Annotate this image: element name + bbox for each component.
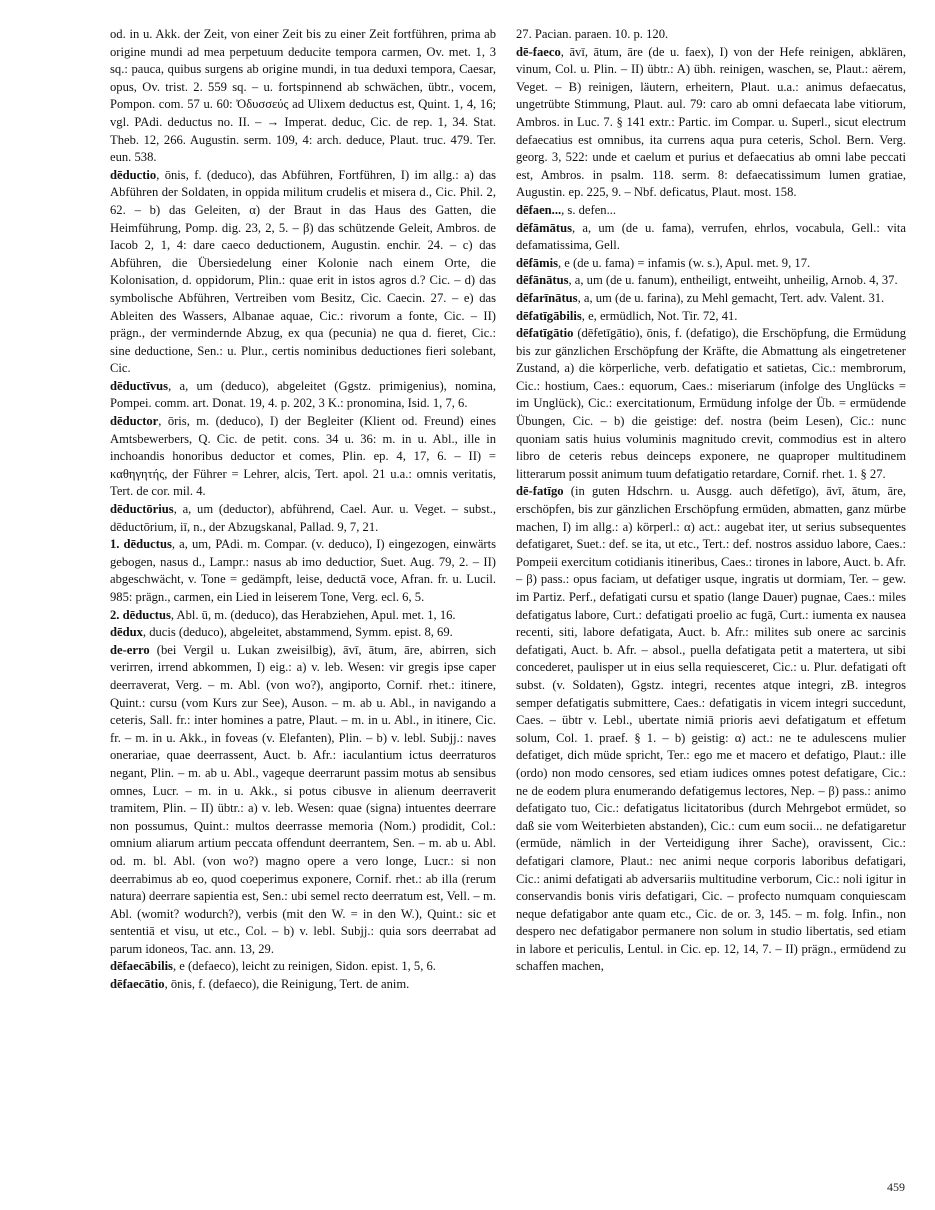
entry-headword: dēfarīnātus: [516, 290, 578, 305]
entry-headword: dēductor: [110, 414, 159, 429]
dictionary-entry: [110, 624, 496, 642]
entry-headword: dēfatīgābilis: [516, 308, 582, 323]
dictionary-entry: [516, 26, 906, 44]
dictionary-entry: [516, 483, 906, 976]
entry-text: , s. defen...: [561, 202, 617, 217]
entry-headword: dēfaecābilis: [110, 959, 173, 974]
entry-text: , a, um (de u. fama), verrufen, ehrlos, vocabula, Gell.: vita defamatissima, Gell.: [516, 220, 906, 253]
entry-text: , ōnis, f. (defaeco), die Reinigung, Tert. de anim.: [164, 977, 410, 992]
entry-headword: dēfaen...: [516, 202, 562, 217]
entry-headword: 1. dēductus: [110, 537, 172, 552]
entry-headword: dēductōrius: [110, 502, 174, 517]
entry-text: , ducis (deduco), abgeleitet, abstammend, Symm. epist. 8, 69.: [142, 625, 453, 640]
dictionary-entry: [516, 202, 906, 220]
dictionary-entry: [110, 26, 496, 167]
entry-text: , e (de u. fama) = infamis (w. s.), Apul. met. 9, 17.: [557, 255, 811, 270]
entry-text: , a, um (deductor), abführend, Cael. Aur. u. Veget. – subst., dēductōrium, iī, n., der Abzugskanal, Pallad. 9, 7, 21.: [110, 502, 496, 534]
dictionary-entry: [110, 167, 496, 378]
page-number: 459: [887, 1180, 905, 1194]
entry-headword: de-erro: [110, 642, 150, 657]
entry-headword: 2. dēductus: [110, 607, 171, 622]
dictionary-entry: [516, 290, 906, 308]
entry-headword: dēductio: [110, 167, 157, 182]
dictionary-entry: [516, 44, 906, 202]
dictionary-entry: [110, 536, 496, 606]
entry-headword: dēfaecātio: [110, 977, 165, 992]
entry-text: (dēfetīgātio), ōnis, f. (defatigo), die Erschöpfung, die Ermüdung bis zur gänzlichen Erschöpfung der Kräfte, die Abmattung als eingetretener Zustand, a) die körperliche, verb. defatigatio et satietas, Cic.: membrorum, Cic.: hostium, Caes.: equorum, Caes.: miseriarum (infolge des Unglücks = im Unglück), Cic.: exercitationum, Ermüdung infolge der Üb. = ermüdende Übungen, Cic. – b) die geistige: def. nostra (beim Lesen), Cic.: nunc quoniam satis huius voluminis magnitudo crevit, commodius est in altero libro de ceteris rebus deinceps exponere, ne quaproper multitudinem litterarum possit animum tuum defatigatio retardare, Cornif. rhet. 1. § 27.: [516, 326, 906, 481]
entry-headword: dē-faeco: [516, 44, 561, 59]
entry-text: , ōris, m. (deduco), I) der Begleiter (Klient od. Freund) eines Amtsbewerbers, Q. Cic. de petit. cons. 34 u. 36: m. in u. Abl., ille in inchoandis honoribus deductor et comes, Plin. ep. 4, 17, 6. – II) = καθηγητής, der Führer = Lehrer, alcis, Tert. apol. 21 u.a.: omnis veritatis, Tert. de cor. mil. 4.: [110, 414, 496, 499]
dictionary-entry: [516, 272, 906, 290]
entry-text: , e (defaeco), leicht zu reinigen, Sidon. epist. 1, 5, 6.: [172, 959, 436, 974]
entry-text: , a, um (deduco), abgeleitet (Ggstz. primigenius), nomina, Pompei. comm. art. Donat. 19, 4. p. 202, 3 K.: pronomina, Isid. 1, 7, 6.: [110, 378, 496, 411]
dictionary-entry: [516, 325, 906, 483]
entry-headword: dēductīvus: [110, 378, 169, 393]
dictionary-entry: [516, 220, 906, 255]
entry-text: (bei Vergil u. Lukan zweisilbig), āvī, ātum, āre, abirren, sich verirren, irrend abkommen, I) eig.: a) v. leb. Wesen: vir gregis ipse caper deerraverat, Verg. – m. Abl. (von wo?), angiporto, Cornif. rhet.: itinere, Quint.: cursu (vom Kurs zur See), Auson. – m. ab u. Abl., in navigando a ceteris, Sall. fr.: inter homines a patre, Plaut. – m. in u. Abl., in itinere, Cic. fr. – m. in u. Akk., in foveas (v. Elefanten), Plin. – b) v. lebl. Subjj.: naves onerariae, quae deerrassent, Auct. b. Afr.: iaculantium ictus deerraturos negant, Plin. – m. ab u. Abl., vageque deerrarunt passim motus ab sensibus omnes, Lucr. – m. in u. Akk., si potus cibusve in alienum deerraverit tramitem, Plin. – II) übtr.: a) v. leb. Wesen: quae (signa) intuentes deerrare non possumus, Quint.: multos deerrasse memoria (Nom.) prodidit, Col.: omnium aliarum artium peccata offendunt deerrantem, Sen. – m. ab u. Abl. od. m. bl. Abl. (von wo?) magno opere a vero longe, Lucr.: si non deerrabimus ab eo, quod coeperimus exponere, Cornif. rhet.: ab illa (rerum natura) deerrare sapientia est, Sen.: ubi semel recto deerratum est, Vell. – m. Abl. (womit? wodurch?), verbis (mit den W. = in den W.), Quint.: sic et sententiā et visu, ut etc., Col. – b) v. lebl. Subjj.: quia sors deerrabat ad parum idoneos, Tac. ann. 13, 29.: [110, 642, 496, 956]
dictionary-entry: [516, 308, 906, 326]
dictionary-entry: [516, 255, 906, 273]
right-column: [516, 26, 906, 976]
entry-headword: dēdux: [110, 625, 143, 640]
dictionary-entry: [110, 976, 496, 994]
entry-text: , āvī, ātum, āre (de u. faex), I) von der Hefe reinigen, abklären, vinum, Col. u. Plin. – II) übtr.: A) übh. reinigen, waschen, se, Plaut.: aërem, Veget. – B) reinigen, läutern, erheitern, Plaut. u.a.: animus defaecatus, ungetrübte Stimmung, Plaut. aul. 79: caro ab omni defaecata labe vitiorum, Ambros. in Luc. 7. § 141 extr.: Partic. im Compar. u. Superl., sicut electrum defaecatius est omnibus, ita currens aqua pura ceteris, Schol. Bern. Verg. georg. 3, 522: unde et caelum et purius et defaecatius ab omni labe peccati est, Ambros. in psalm. 118. serm. 8: defaecatissimum lumen gratiae, Augustin. ep. 225, 9. – Nbf. deficatus, Plaut. most. 158.: [516, 44, 906, 200]
dictionary-entry: [110, 378, 496, 413]
entry-headword: dēfatīgātio: [516, 326, 574, 341]
dictionary-entry: [110, 413, 496, 501]
entry-headword: dēfāmis: [516, 255, 558, 270]
entry-headword: dē-fatīgo: [516, 484, 564, 499]
entry-text: (in guten Hdschrn. u. Ausgg. auch dēfetīgo), āvī, ātum, āre, erschöpfen, bis zur gänzlichen Erschöpfung ermüden, abmatten, ganz mürbe machen, I) im allg.: a) körperl.: α) act.: augebat iter, ut serius subsequentes defatigaret, Suet.: def. se ita, ut etc., Tert.: def. nostros assiduo labore, Caes.: Pompeii exercitum cotidianis itineribus, Caes.: tirones in labore, Auct. b. Afr. – β) pass.: opus faciam, ut defatiger usque, ingratis ut dormiam, Ter. – gew. im Partiz. Perf., defatigati cursu et spatio (lange Dauer) pugnae, Caes.: miles defatigatus labore, Curt.: defatigati proelio ac fugā, Curt.: iumenta ex nausea recenti, siti, labore defatigata, Auct. b. Afr.: milites sub onere ac sarcinis defatigati, Auct. b. Afr. – absol., puella defatigata petit a materterа, ut sibi concederet, paulisper ut in eius sella requiesceret, Cic.: u. Plur. defatigati oft subst. (v. Soldaten), Ggstz. integri, recentes atque integri, zB. integros semper defatigatis submittere, Caes.: defatigatis in vicem integri succedunt, Caes. – übtr v. Lebl., ubertate nimiā prioris aevi defatigatum et effetum solum, Col. 1. praef. § 1. – b) geistig: α) act.: ne te adulescens mulier defatiget, dich müde spricht, Ter.: ego me et macero et defatigo, Plaut.: ille (ordo) non modo censores, sed etiam iudices omnes potest defatigare, Cic.: ne de eodem plura enumerando defatigemus lectores, Nep. – β) pass.: animo defatigato tuo, Cic.: defatigatus licitatoribus (durch Mehrgebot ermüdet, so daß sie vom Weiterbieten abstanden), Cic.: cum eum socii... ne defatigaretur (ermüde, nämlich in der Verteidigung ihrer Sache), oravissent, Cic.: defatigari clamore, Plaut.: nec animi neque corporis laboribus defatigari, Cic.: animi defatigati ab adversariis multitudine verborum, Cic.: noli igitur in conservandis bonis viris defatigari, Cic. – profecto numquam conquiescam neque defatigabor ante quam etc., Cic. de or. 3, 145. – m. folg. Infin., non despero nec defatigabor permanere non solum in studio libertatis, sed etiam in labore et periculis, Lentul. in Cic. ep. 12, 14, 7. – II) prägn., ermüdend zu schaffen machen,: [516, 484, 906, 974]
entry-text: , a, um (de u. farina), zu Mehl gemacht, Tert. adv. Valent. 31.: [577, 290, 885, 305]
entry-text: , ōnis, f. (deduco), das Abführen, Fortführen, I) im allg.: a) das Abführen der Soldaten, in oppida militum crudelis et misera d., Cic. Phil. 2, 62. – b) das Geleiten, α) der Braut in das Haus des Gatten, die Heimführung, Pomp. dig. 23, 2, 5. – β) das schützende Geleit, Ambros. de Iacob 2, 1, 4: dare caeco deductionem, Augustin. enchir. 24. – c) das Abführen, die Übersiedelung einer Kolonie nach einem Orte, die Kolonisation, d. oppidorum, Plin.: quae erit in istos agros d.? Cic. – d) das symbolische Abführen, Vertreiben vom Besitz, Cic. Caecin. 27. – e) das Ableiten des Wassers, Albanae aquae, Cic.: rivorum a fonte, Cic. – II) prägn., der vermindernde Abzug, ex qua (pecunia) ne qua d. fieret, Cic.: sine deductione, Sen.: u. Plur., certis nominibus deductiones fieri solebant, Cic.: [110, 167, 496, 376]
entry-text: 27. Pacian. paraen. 10. p. 120.: [516, 27, 669, 41]
dictionary-entry: [110, 501, 496, 536]
entry-text: , a, um (de u. fanum), entheiligt, entweiht, unheilig, Arnob. 4, 37.: [568, 273, 898, 288]
entry-headword: dēfānātus: [516, 273, 569, 288]
left-column: [110, 26, 496, 994]
entry-text: , Abl. ū, m. (deduco), das Herabziehen, Apul. met. 1, 16.: [170, 607, 456, 622]
dictionary-entry: [110, 958, 496, 976]
dictionary-entry: [110, 642, 496, 959]
entry-text: , e, ermüdlich, Not. Tir. 72, 41.: [581, 308, 738, 323]
entry-headword: dēfāmātus: [516, 220, 572, 235]
dictionary-entry: [110, 607, 496, 625]
entry-text: , a, um, PAdi. m. Compar. (v. deduco), I) eingezogen, einwärts gebogen, nasus d., Lampr.: nasus ab imo deductior, Suet. Aug. 79, 2. – II) abgeschwächt, v. Tone = gedämpft, leise, deductā voce, Afran. fr. u. Lucil. 985: prägn., carmen, ein Lied in leiserem Tone, Verg. ecl. 6, 5.: [110, 537, 497, 604]
entry-text: od. in u. Akk. der Zeit, von einer Zeit bis zu einer Zeit fortführen, prima ab origine mundi ad mea perpetuum deducite tempora carmen, Ov. met. 1, 3 sq.: pauca, quibus surgens ab origine mundi, in tua deduxi tempora, Caesar, opus, Ov. trist. 2. 559 sq. – u. fortspinnend ab schwächen, übtr., vocem, Pompon. com. 57 u. 60: Ὀδυσσεύς ad Ulixem deductus est, Quint. 1, 4, 16; vgl. PAdi. deductus no. II. – → Imperat. deduc, Cic. de rep. 1, 34. Stat. Theb. 12, 266. Augustin. serm. 109, 4: arch. deduce, Plaut. truc. 479. Ter. eun. 538.: [110, 27, 496, 165]
